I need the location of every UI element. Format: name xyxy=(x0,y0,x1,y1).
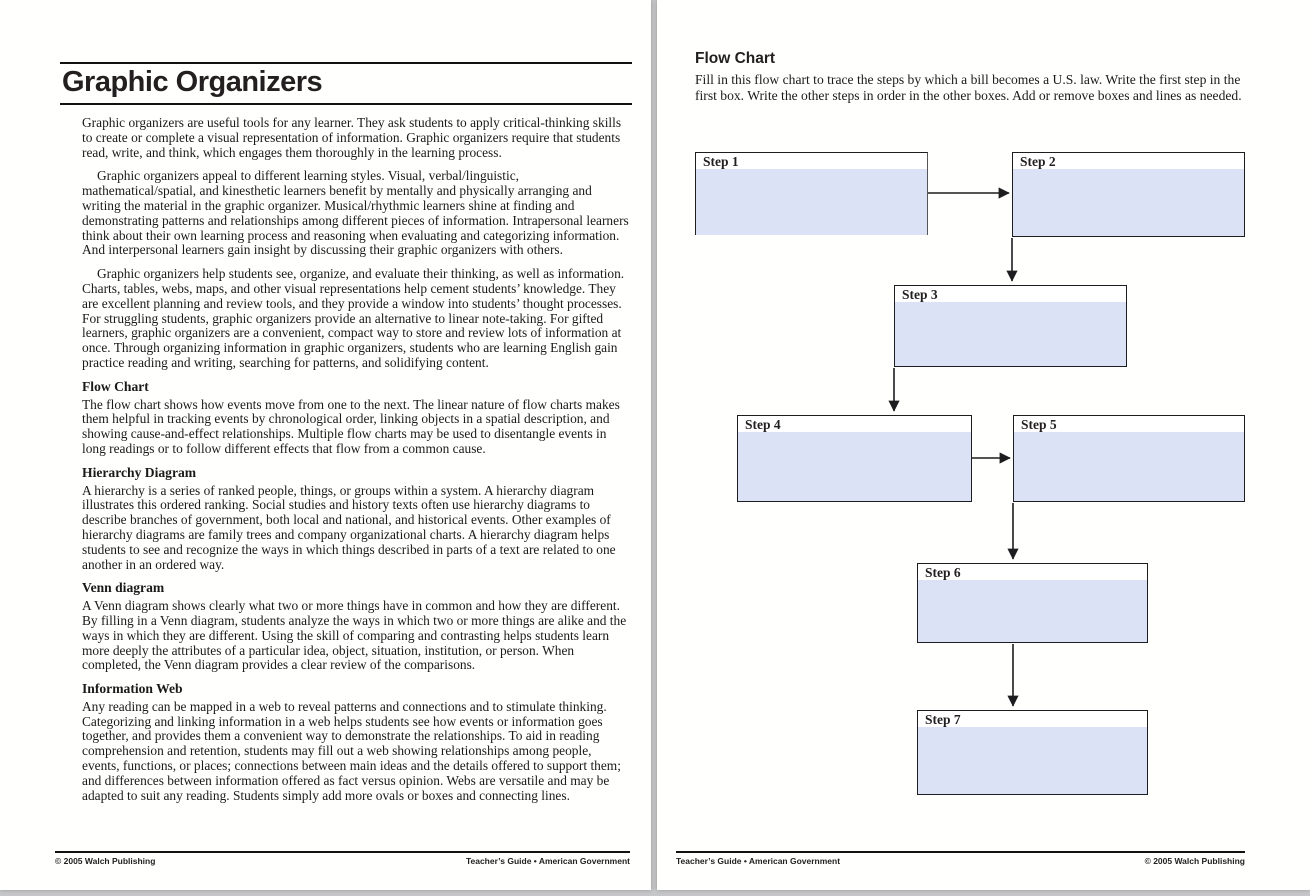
step-label: Step 1 xyxy=(696,153,927,169)
footer-series-title: Teacher’s Guide • American Government xyxy=(676,855,841,866)
title-block xyxy=(60,62,632,105)
footer-copyright: © 2005 Walch Publishing xyxy=(1144,855,1245,866)
left-page-body xyxy=(82,116,630,812)
step-fill-area[interactable] xyxy=(1013,169,1244,236)
section-body-flow-chart: The flow chart shows how events move from one to the next. The linear nature of flow charts makes them helpful in tracking events by chronological order, linking objects in a spatial description, and showing cause-and-effect relationships. Multiple flow charts may be used to disentangle events in long readings or to follow different effects that flow from a common cause. xyxy=(82,396,620,456)
page-right xyxy=(657,0,1310,890)
step-label: Step 4 xyxy=(738,416,971,432)
left-page-footer xyxy=(55,851,630,871)
section-heading-venn-diagram: Venn diagram xyxy=(82,580,165,596)
step-fill-area[interactable] xyxy=(738,432,971,501)
step-label: Step 5 xyxy=(1014,416,1244,432)
section-body-information-web: Any reading can be mapped in a web to reveal patterns and connections and to stimulate thinking. Categorizing and linking information in a web helps students see how events or information goes together, and provides them a convenient way to demonstrate the relationships. To aid in reading comprehension and retention, students may fill out a web showing relationships among people, events, functions, or places; connections between main ideas and the details offered to support them; and differences between information offered as fact versus opinion. Webs are versatile and may be adapted to suit any reading. Students simply add more ovals or boxes and connecting lines. xyxy=(82,698,621,803)
step-box-6 xyxy=(917,563,1148,643)
flow-chart-heading: Flow Chart xyxy=(695,50,776,67)
step-fill-area[interactable] xyxy=(696,169,927,235)
step-box-7 xyxy=(917,710,1148,795)
step-fill-area[interactable] xyxy=(1014,432,1244,501)
step-label: Step 3 xyxy=(895,286,1126,302)
title-rule-bottom xyxy=(60,103,632,105)
footer-series-title: Teacher’s Guide • American Government xyxy=(465,855,630,866)
section-heading-hierarchy-diagram: Hierarchy Diagram xyxy=(82,464,197,480)
intro-paragraph-2: Graphic organizers appeal to different learning styles. Visual, verbal/linguistic, mathematical/spatial, and kinesthetic learners benefit by mentally and physically arranging and writing the material in the graphic organizer. Musical/rhythmic learners shine at finding and demonstrating patterns and relationships among different pieces of information. Intrapersonal learners think about their own learning process and reasoning when evaluating and categorizing information. And interpersonal learners gain insight by discussing their graphic organizers with others. xyxy=(82,168,629,258)
step-label: Step 7 xyxy=(918,711,1147,727)
intro-paragraph-3: Graphic organizers help students see, organize, and evaluate their thinking, as well as information. Charts, tables, webs, maps, and other visual representations help cement students’ knowledge. They are excellent planning and review tools, and they provide a window into students’ thought processes. For struggling students, graphic organizers provide an alternative to linear note-taking. For gifted learners, graphic organizers are a convenient, compact way to store and review lots of information at once. Through organizing information in graphic organizers, students who are learning English gain practice reading and writing, searching for patterns, and solidifying content. xyxy=(82,266,625,370)
footer-copyright: © 2005 Walch Publishing xyxy=(55,855,156,866)
step-box-5 xyxy=(1013,415,1245,502)
footer-rule xyxy=(55,851,630,853)
section-heading-information-web: Information Web xyxy=(82,681,183,697)
step-box-4 xyxy=(737,415,972,502)
step-box-2 xyxy=(1012,152,1245,237)
flow-chart-instructions: Fill in this flow chart to trace the steps by which a bill becomes a U.S. law. Write the first step in the first box. Write the other steps in order in the other boxes. Add or remove boxes and lines as needed. xyxy=(695,72,1242,104)
footer-rule xyxy=(676,851,1245,853)
intro-paragraph-1: Graphic organizers are useful tools for any learner. They ask students to apply critical-thinking skills to create or complete a visual representation of information. Graphic organizers require that students read, write, and think, which engages them thoroughly in the learning process. xyxy=(82,115,622,160)
section-heading-flow-chart: Flow Chart xyxy=(82,378,149,394)
step-box-3 xyxy=(894,285,1127,367)
section-body-venn-diagram: A Venn diagram shows clearly what two or more things have in common and how they are different. By filling in a Venn diagram, students analyze the ways in which two or more things are alike and the ways in which they are different. Using the skill of comparing and contrasting helps students learn more deeply the attributes of a particular idea, object, situation, institution, or person. When completed, the Venn diagram provides a clear review of the comparisons. xyxy=(82,598,627,673)
step-label: Step 2 xyxy=(1013,153,1244,169)
section-body-hierarchy-diagram: A hierarchy is a series of ranked people, things, or groups within a system. A hierarchy diagram illustrates this ordered ranking. Social studies and history texts often use hierarchy diagrams to describe branches of government, both local and national, and historical events. Other examples of hierarchy diagrams are family trees and company organizational charts. A hierarchy diagram helps students to see and recognize the ways in which things described in parts of a text are related to one another in an ordered way. xyxy=(82,482,616,572)
step-box-1 xyxy=(695,152,928,235)
page-title: Graphic Organizers xyxy=(62,66,323,98)
right-page-footer xyxy=(676,851,1245,871)
page-left xyxy=(0,0,651,890)
step-fill-area[interactable] xyxy=(918,727,1147,794)
step-fill-area[interactable] xyxy=(918,580,1147,642)
step-label: Step 6 xyxy=(918,564,1147,580)
step-fill-area[interactable] xyxy=(895,302,1126,366)
